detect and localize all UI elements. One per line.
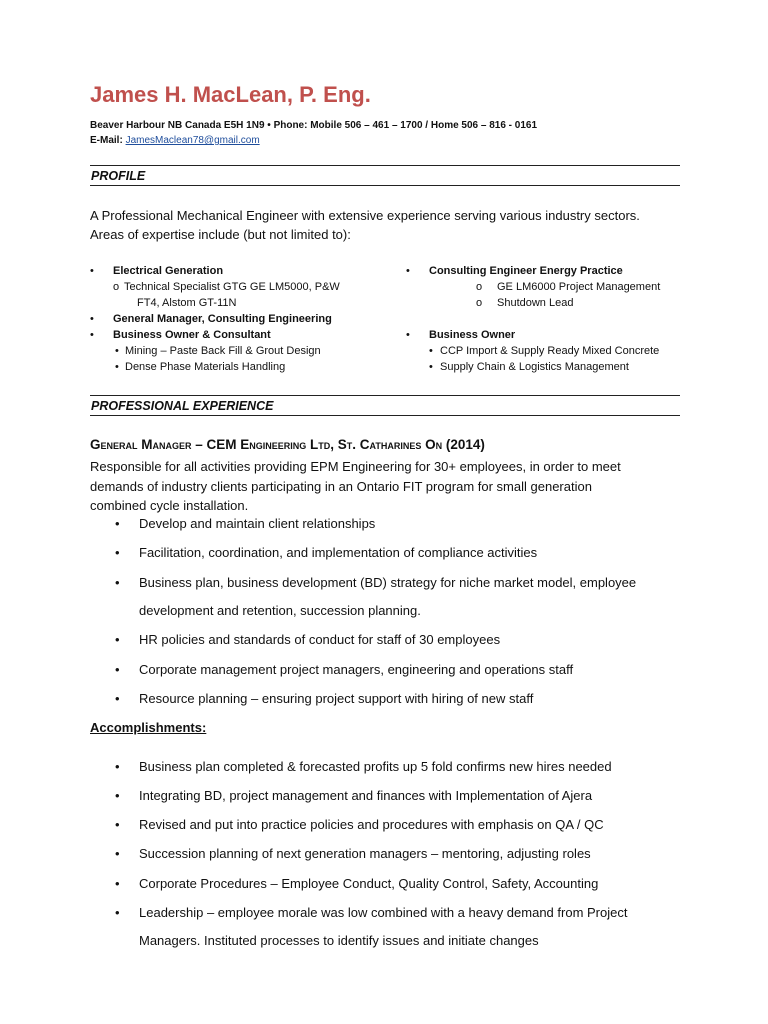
list-item: CCP Import & Supply Ready Mixed Concrete	[440, 345, 660, 357]
sub-bullet-icon: o	[476, 281, 483, 293]
job-description-1: Responsible for all activities providing EPM Engineering for 30+ employees, in order to meet	[90, 459, 621, 474]
list-item: • HR policies and standards of conduct for staff of 30 employees	[115, 626, 685, 654]
bullet-icon: •	[429, 361, 433, 373]
experience-heading: PROFESSIONAL EXPERIENCE	[90, 395, 680, 416]
list-item: • Resource planning – ensuring project support with hiring of new staff	[115, 685, 685, 713]
email-link[interactable]: JamesMaclean78@gmail.com	[125, 135, 260, 146]
profile-summary-2: Areas of expertise include (but not limited to):	[90, 227, 351, 242]
bullet-icon: •	[429, 345, 433, 357]
candidate-name: James H. MacLean, P. Eng.	[90, 82, 371, 107]
list-item: Electrical Generation	[113, 265, 224, 277]
bullet-icon: •	[115, 516, 120, 531]
bullet-icon: •	[90, 329, 94, 341]
list-item: • Revised and put into practice policies and procedures with emphasis on QA / QC	[115, 811, 685, 839]
job-title: General Manager – CEM Engineering Ltd, St. Catharines On (2014)	[90, 437, 485, 452]
address-line: Beaver Harbour NB Canada E5H 1N9 • Phone: Mobile 506 – 461 – 1700 / Home 506 – 816 - 0161	[90, 120, 538, 131]
list-item: Technical Specialist GTG GE LM5000, P&W	[124, 281, 340, 293]
list-item: Shutdown Lead	[497, 297, 574, 309]
list-item: • Corporate Procedures – Employee Conduct, Quality Control, Safety, Accounting	[115, 870, 685, 898]
list-item: Mining – Paste Back Fill & Grout Design	[125, 345, 321, 357]
list-item: • Develop and maintain client relationships	[115, 510, 685, 538]
bullet-icon: •	[115, 545, 120, 560]
bullet-icon: •	[115, 759, 120, 774]
list-item: • Succession planning of next generation managers – mentoring, adjusting roles	[115, 840, 685, 868]
bullet-icon: •	[115, 575, 120, 590]
bullet-icon: •	[115, 905, 120, 920]
bullet-icon: •	[115, 876, 120, 891]
list-item: • Corporate management project managers, engineering and operations staff	[115, 656, 685, 684]
bullet-icon: •	[115, 345, 119, 357]
email-line	[90, 135, 260, 146]
job-description-3: combined cycle installation.	[90, 498, 249, 513]
profile-summary-1: A Professional Mechanical Engineer with extensive experience serving various industry sectors.	[90, 208, 640, 223]
list-item: • Facilitation, coordination, and implementation of compliance activities	[115, 539, 685, 567]
bullet-icon: •	[406, 265, 410, 277]
bullet-icon: •	[115, 788, 120, 803]
list-item: Supply Chain & Logistics Management	[440, 361, 629, 373]
job-description-2: demands of industry clients participating in an Ontario FIT program for small generation	[90, 479, 592, 494]
profile-heading: PROFILE	[90, 165, 680, 186]
list-item: Business Owner & Consultant	[113, 329, 271, 341]
bullet-icon: •	[90, 265, 94, 277]
list-item: Dense Phase Materials Handling	[125, 361, 286, 373]
list-item: Consulting Engineer Energy Practice	[429, 265, 623, 277]
sub-bullet-icon: o	[113, 281, 120, 293]
bullet-icon: •	[115, 846, 120, 861]
list-item-continuation: FT4, Alstom GT-11N	[137, 297, 237, 309]
bullet-icon: •	[90, 313, 94, 325]
bullet-icon: •	[115, 361, 119, 373]
sub-bullet-icon: o	[476, 297, 483, 309]
list-item: General Manager, Consulting Engineering	[113, 313, 332, 325]
bullet-icon: •	[406, 329, 410, 341]
list-item: • Business plan completed & forecasted profits up 5 fold confirms new hires needed	[115, 753, 685, 781]
accomplishments-heading: Accomplishments:	[90, 720, 207, 735]
bullet-icon: •	[115, 662, 120, 677]
list-item: GE LM6000 Project Management	[497, 281, 661, 293]
list-item: • Leadership – employee morale was low combined with a heavy demand from Project Managers. Instituted processes to identify issues and initiate changes	[115, 899, 685, 955]
bullet-icon: •	[115, 817, 120, 832]
list-item: • Integrating BD, project management and finances with Implementation of Ajera	[115, 782, 685, 810]
bullet-icon: •	[115, 632, 120, 647]
list-item: • Business plan, business development (BD) strategy for niche market model, employee development and retention, succession planning.	[115, 569, 685, 625]
list-item: Business Owner	[429, 329, 516, 341]
bullet-icon: •	[115, 691, 120, 706]
email-label: E-Mail:	[90, 135, 126, 146]
